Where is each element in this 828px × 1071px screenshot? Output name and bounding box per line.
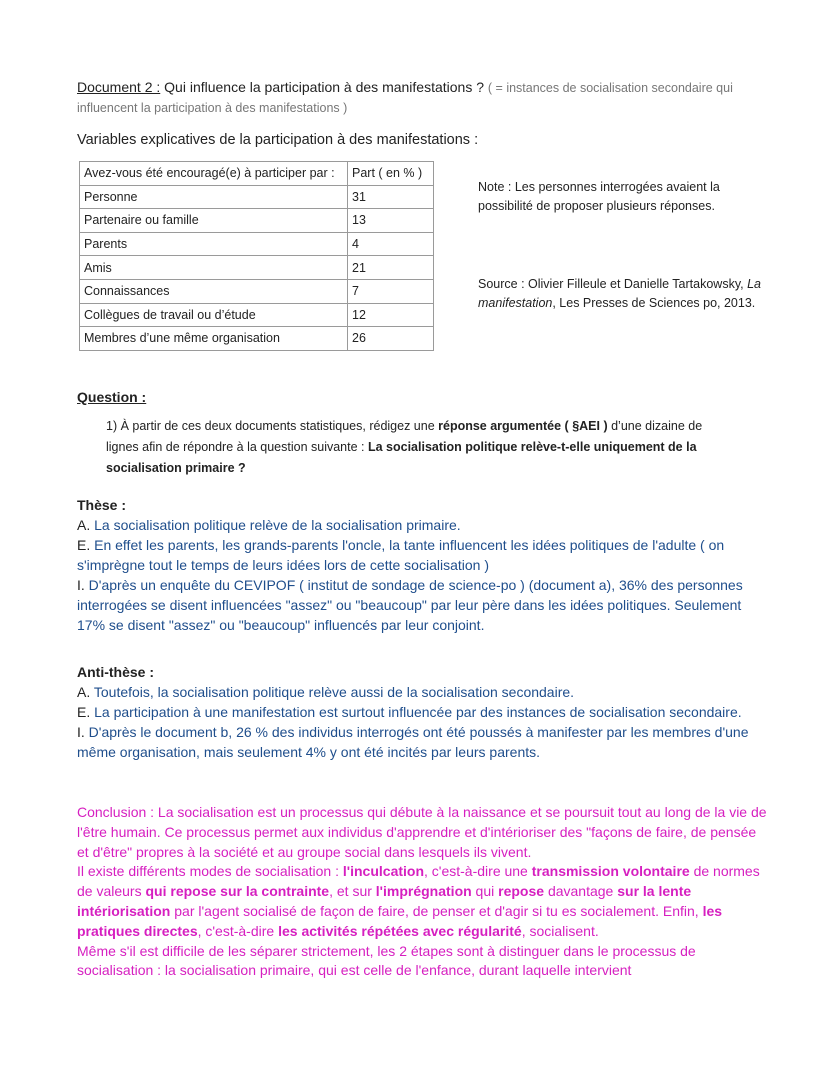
antithese-argument xyxy=(77,682,757,702)
document-note: ( = instances de socialisation secondaire qui influencent la participation à des manifestations ) xyxy=(77,81,733,115)
table-cell: Membres d’une même organisation xyxy=(80,327,348,351)
table-cell: Personne xyxy=(80,185,348,209)
conclusion-emphasis: sur la lente intériorisation xyxy=(77,883,692,919)
table-header-row xyxy=(80,162,434,186)
table-cell: 31 xyxy=(348,185,434,209)
conclusion-text: Il existe différents modes de socialisation : xyxy=(77,863,343,880)
table-row xyxy=(80,303,434,327)
these-illustration xyxy=(77,575,757,635)
conclusion-emphasis: les activités répétées avec régularité xyxy=(278,922,522,939)
table-note: Note : Les personnes interrogées avaient la possibilité de proposer plusieurs réponses. xyxy=(478,180,720,213)
these-explanation xyxy=(77,535,757,575)
these-body xyxy=(77,515,757,635)
variables-heading: Variables explicatives de la participation à des manifestations : xyxy=(77,132,479,148)
table-header: Part ( en % ) xyxy=(348,162,434,186)
paragraph-label: A. xyxy=(77,684,91,700)
antithese-heading: Anti-thèse : xyxy=(77,664,154,680)
paragraph-label: I. xyxy=(77,577,85,593)
paragraph-label: I. xyxy=(77,724,85,740)
conclusion-emphasis: qui repose sur la contrainte xyxy=(145,883,330,900)
question-emphasis: La socialisation politique relève-t-elle uniquement de la socialisation primaire ? xyxy=(106,440,697,475)
table-row xyxy=(80,256,434,280)
antithese-body xyxy=(77,682,757,762)
table-row xyxy=(80,279,434,303)
conclusion-paragraph: Conclusion : La socialisation est un processus qui débute à la naissance et se poursuit tout au long de la vie de l'être humain. Ce processus permet aux individus d'apprendre et d'intérioriser des "façons de faire, de pensée et d'être" propres à la société et au groupe social dans lesquels ils vivent. xyxy=(77,804,767,860)
paragraph-text: La participation à une manifestation est surtout influencée par des instances de socialisation secondaire. xyxy=(90,704,742,720)
conclusion-text: par l'agent socialisé de façon de faire, de penser et d'agir si tu es socialement. Enfin, xyxy=(170,902,703,919)
table-cell: Parents xyxy=(80,232,348,256)
paragraph-text: Toutefois, la socialisation politique relève aussi de la socialisation secondaire. xyxy=(90,684,575,700)
conclusion-emphasis: transmission volontaire xyxy=(531,863,690,880)
table-row xyxy=(80,327,434,351)
table-cell: Connaissances xyxy=(80,279,348,303)
conclusion-text: , et sur xyxy=(329,883,376,900)
paragraph-label: A. xyxy=(77,517,91,533)
question-part: d’une dizaine de lignes afin de répondre à la question suivante : xyxy=(106,419,703,454)
conclusion-emphasis: repose xyxy=(498,883,545,900)
conclusion-paragraph: Même s'il est difficile de les séparer strictement, les 2 étapes sont à distinguer dans le processus de socialisation : la socialisation primaire, qui est celle de l'enfance, durant laquelle intervient xyxy=(77,942,696,979)
table-cell: 7 xyxy=(348,279,434,303)
table-cell: 13 xyxy=(348,209,434,233)
source-prefix: Source : Olivier Filleule et Danielle Tartakowsky, xyxy=(478,277,748,291)
conclusion-text: qui xyxy=(471,883,499,900)
table-source xyxy=(478,275,778,313)
table-cell: Amis xyxy=(80,256,348,280)
paragraph-label: E. xyxy=(77,537,91,553)
table-cell: 21 xyxy=(348,256,434,280)
document-question: Qui influence la participation à des manifestations ? xyxy=(160,79,488,95)
question-text xyxy=(106,416,726,479)
paragraph-text: D'après un enquête du CEVIPOF ( institut de sondage de science-po ) (document a), 36% des personnes interrogées se disent influencées "assez" ou "beaucoup" par leur père dans les idées politiques. Seulement 17% se disent "assez" ou "beaucoup" influencés par leur conjoint. xyxy=(77,577,743,633)
table-header: Avez-vous été encouragé(e) à participer par : xyxy=(80,162,348,186)
source-book-title: La manifestation xyxy=(478,277,761,310)
document-number: Document 2 : xyxy=(77,79,161,95)
table-row xyxy=(80,185,434,209)
conclusion-text: davantage xyxy=(544,883,618,900)
these-heading: Thèse : xyxy=(77,497,127,513)
conclusion-emphasis: l'imprégnation xyxy=(375,883,472,900)
these-argument xyxy=(77,515,757,535)
stats-table xyxy=(79,161,434,351)
paragraph-text: D'après le document b, 26 % des individus interrogés ont été poussés à manifester par les membres d'une même organisation, mais seulement 4% y ont été incités par leurs parents. xyxy=(77,724,749,760)
table-row xyxy=(80,232,434,256)
document-title xyxy=(77,78,757,118)
question-emphasis: réponse argumentée ( §AEI ) xyxy=(438,419,608,433)
paragraph-label: E. xyxy=(77,704,91,720)
paragraph-text: La socialisation politique relève de la socialisation primaire. xyxy=(90,517,461,533)
conclusion xyxy=(77,803,767,981)
table-cell: 12 xyxy=(348,303,434,327)
conclusion-paragraph xyxy=(77,862,767,941)
table-cell: 26 xyxy=(348,327,434,351)
antithese-illustration xyxy=(77,722,757,762)
question-heading: Question : xyxy=(77,389,147,405)
conclusion-emphasis: les pratiques directes xyxy=(77,902,723,939)
paragraph-text: En effet les parents, les grands-parents l'oncle, la tante influencent les idées politiques de l'adulte ( on s'imprègne tout le temps de leurs idées lors de cette socialisation ) xyxy=(77,537,725,573)
table-row xyxy=(80,209,434,233)
conclusion-emphasis: l'inculcation xyxy=(342,863,425,880)
conclusion-text: de normes de valeurs xyxy=(77,863,760,900)
table-cell: 4 xyxy=(348,232,434,256)
table-cell: Partenaire ou famille xyxy=(80,209,348,233)
antithese-explanation xyxy=(77,702,757,722)
conclusion-text: , socialisent. xyxy=(521,922,599,939)
conclusion-text: , c'est-à-dire une xyxy=(424,863,532,880)
question-part: 1) À partir de ces deux documents statistiques, rédigez une xyxy=(106,419,439,433)
conclusion-text: , c'est-à-dire xyxy=(197,922,279,939)
table-cell: Collègues de travail ou d’étude xyxy=(80,303,348,327)
source-suffix: , Les Presses de Sciences po, 2013. xyxy=(552,296,756,310)
